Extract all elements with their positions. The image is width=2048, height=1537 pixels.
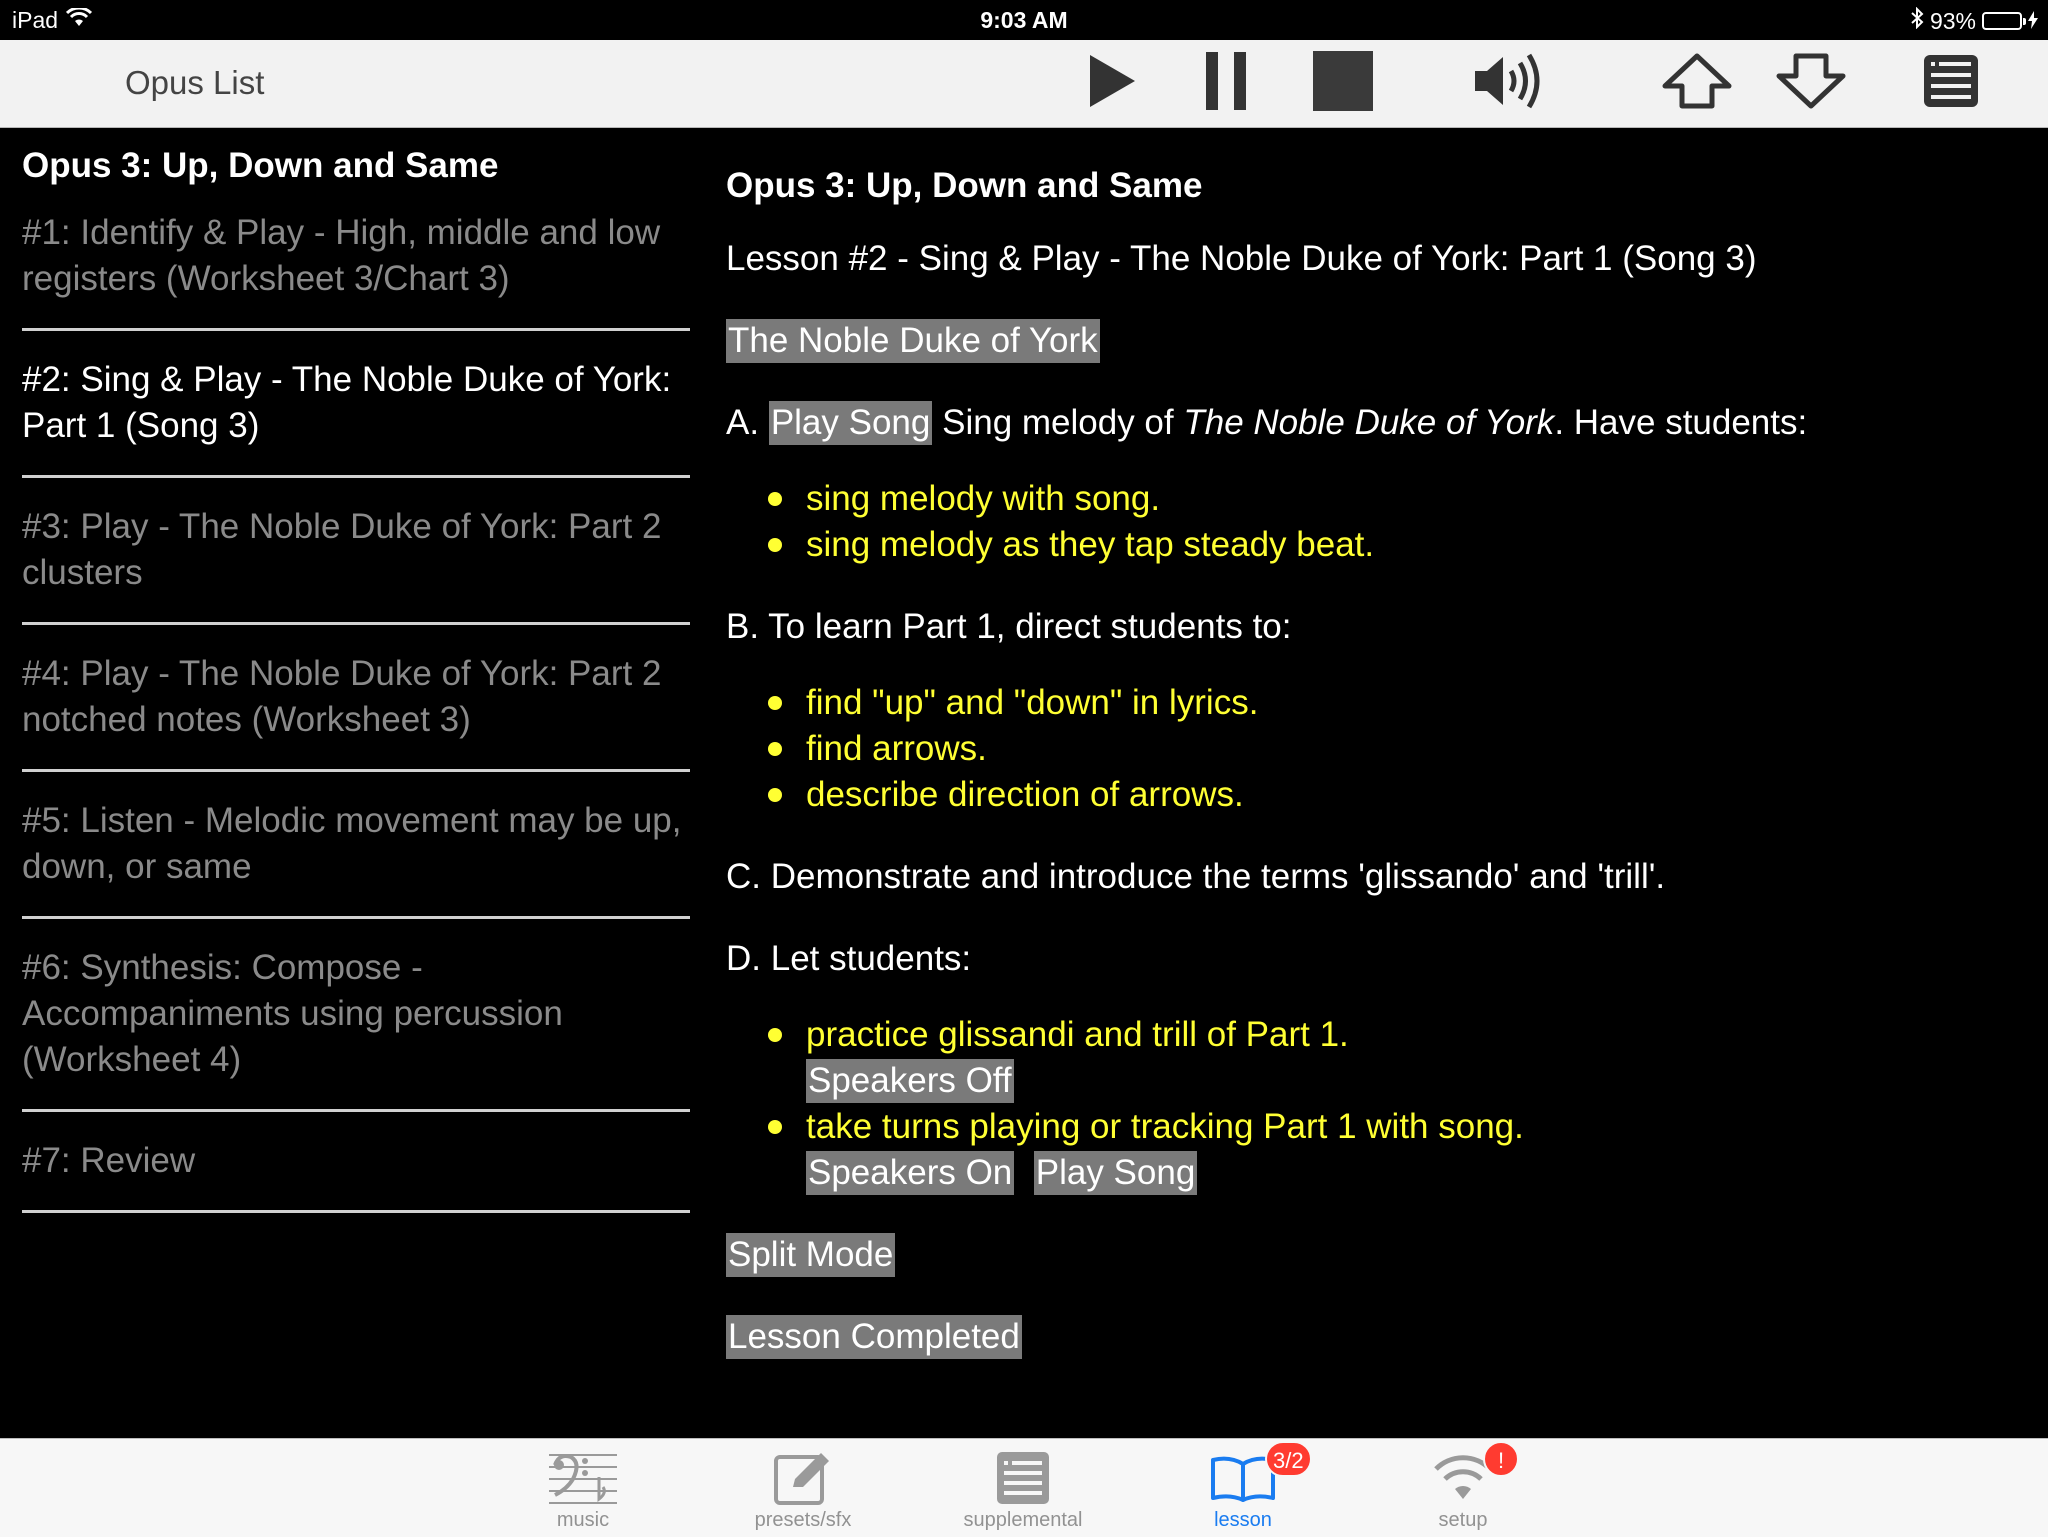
lesson-list (22, 210, 690, 1239)
list-item (806, 1104, 2016, 1196)
play-song-button[interactable]: Play Song (769, 401, 933, 445)
tab-supplemental[interactable] (943, 1447, 1103, 1532)
lesson-badge: 3/2 (1265, 1441, 1312, 1477)
tab-lesson[interactable] (1163, 1447, 1323, 1532)
step-a-text: Sing melody of (942, 403, 1184, 442)
bass-clef-staff-icon (503, 1447, 663, 1509)
down-arrow-icon (1776, 53, 1846, 114)
next-button[interactable] (1776, 50, 1846, 116)
charging-icon (2028, 8, 2038, 35)
list-item: find "up" and "down" in lyrics. (806, 680, 2016, 726)
lesson-item-4[interactable]: #4: Play - The Noble Duke of York: Part 2 notched notes (Worksheet 3) (22, 651, 690, 772)
list-item: find arrows. (806, 726, 2016, 772)
opus-title: Opus 3: Up, Down and Same (726, 166, 1203, 205)
tab-label: presets/sfx (754, 1509, 852, 1531)
edit-icon (723, 1447, 883, 1509)
tab-music[interactable] (503, 1447, 663, 1532)
top-toolbar (0, 40, 2048, 128)
tab-label: supplemental (963, 1509, 1083, 1531)
list-item (806, 1012, 2016, 1104)
tab-label: music (556, 1509, 610, 1531)
step-b-list (726, 680, 2016, 818)
lesson-content (726, 128, 2026, 1438)
speakers-off-button[interactable]: Speakers Off (806, 1059, 1014, 1103)
tab-setup[interactable] (1383, 1447, 1543, 1532)
battery-icon (1982, 12, 2022, 30)
list-item: sing melody with song. (806, 476, 2016, 522)
pause-button[interactable] (1193, 50, 1259, 116)
song-title-button[interactable]: The Noble Duke of York (726, 319, 1100, 363)
device-name: iPad (12, 7, 59, 33)
status-bar (0, 0, 2048, 40)
step-b: B. To learn Part 1, direct students to: (726, 607, 1292, 646)
step-a-text-end: . Have students: (1554, 403, 1808, 442)
step-a (726, 400, 2016, 446)
lesson-title: Lesson #2 - Sing & Play - The Noble Duke of York: Part 1 (Song 3) (726, 239, 1757, 278)
lesson-sidebar (0, 128, 712, 1438)
document-list-icon (943, 1447, 1103, 1509)
step-d-item-2: take turns playing or tracking Part 1 with song. (806, 1107, 1524, 1146)
list-item: sing melody as they tap steady beat. (806, 522, 2016, 568)
lesson-item-1[interactable]: #1: Identify & Play - High, middle and low registers (Worksheet 3/Chart 3) (22, 210, 690, 331)
pause-icon (1203, 52, 1249, 115)
wifi-icon (1383, 1447, 1543, 1509)
lesson-item-6[interactable]: #6: Synthesis: Compose - Accompaniments using percussion (Worksheet 4) (22, 945, 690, 1112)
lesson-item-7[interactable]: #7: Review (22, 1138, 690, 1213)
step-c: C. Demonstrate and introduce the terms 'glissando' and 'trill'. (726, 857, 1666, 896)
step-d: D. Let students: (726, 939, 972, 978)
stop-icon (1312, 50, 1374, 117)
bluetooth-icon (1910, 7, 1924, 35)
split-mode-button[interactable]: Split Mode (726, 1233, 895, 1277)
book-icon (1163, 1447, 1323, 1509)
lesson-item-2[interactable]: #2: Sing & Play - The Noble Duke of York: Part 1 (Song 3) (22, 357, 690, 478)
sidebar-heading: Opus 3: Up, Down and Same (22, 146, 499, 185)
step-a-list (726, 476, 2016, 568)
opus-list-button[interactable]: Opus List (125, 64, 265, 101)
menu-list-icon (1924, 55, 1978, 112)
stop-button[interactable] (1310, 50, 1376, 116)
lesson-body (726, 236, 2016, 1396)
tab-label: setup (1438, 1509, 1488, 1531)
step-d-list (726, 1012, 2016, 1196)
play-button[interactable] (1079, 50, 1145, 116)
up-arrow-icon (1662, 53, 1732, 114)
previous-button[interactable] (1662, 50, 1732, 116)
tab-bar (0, 1438, 2048, 1537)
menu-button[interactable] (1918, 50, 1984, 116)
volume-button[interactable] (1470, 50, 1546, 116)
play-icon (1087, 53, 1137, 114)
setup-badge: ! (1483, 1441, 1519, 1477)
lesson-item-5[interactable]: #5: Listen - Melodic movement may be up, down, or same (22, 798, 690, 919)
status-time: 9:03 AM (980, 7, 1068, 33)
speakers-on-button[interactable]: Speakers On (806, 1151, 1014, 1195)
tab-label: lesson (1214, 1509, 1272, 1531)
lesson-item-3[interactable]: #3: Play - The Noble Duke of York: Part 2 clusters (22, 504, 690, 625)
lesson-completed-button[interactable]: Lesson Completed (726, 1315, 1022, 1359)
play-song-button-2[interactable]: Play Song (1034, 1151, 1198, 1195)
step-d-item-1: practice glissandi and trill of Part 1. (806, 1015, 1349, 1054)
volume-icon (1471, 49, 1545, 118)
song-title-italic: The Noble Duke of York (1183, 403, 1555, 442)
step-a-label: A. (726, 403, 760, 442)
list-item: describe direction of arrows. (806, 772, 2016, 818)
battery-percent: 93% (1929, 7, 1976, 34)
tab-presets-sfx[interactable] (723, 1447, 883, 1532)
status-right (1910, 7, 2038, 35)
